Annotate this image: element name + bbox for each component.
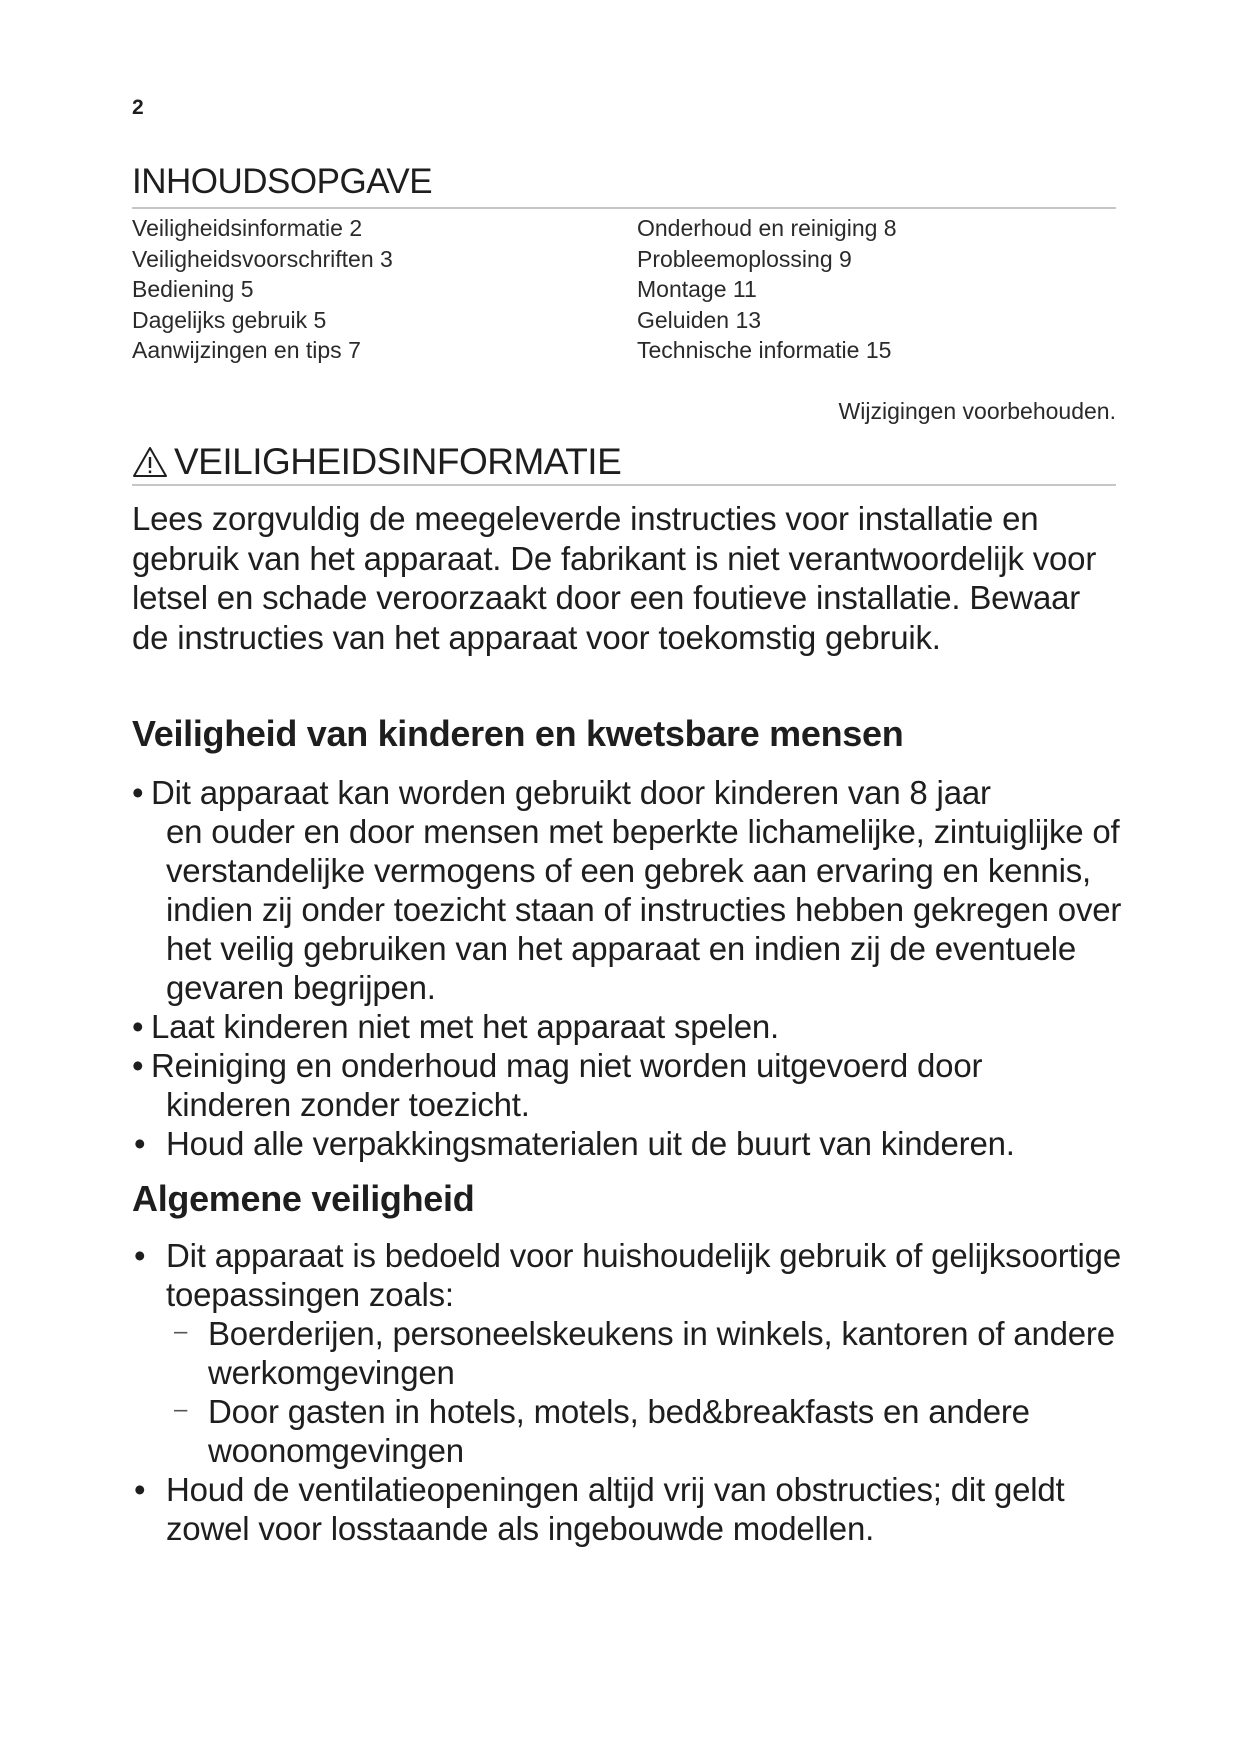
list-item-first-line: Reiniging en onderhoud mag niet worden uitgevoerd door [151, 1047, 983, 1084]
toc-entry: Dagelijks gebruik 5 [132, 306, 327, 333]
sub-list-item [174, 1314, 1122, 1392]
list-item-first-line: Laat kinderen niet met het apparaat spelen. [151, 1008, 780, 1045]
dash-icon: – [174, 1318, 188, 1345]
toc-entry: Geluiden 13 [637, 306, 762, 333]
intro-paragraph: Lees zorgvuldig de meegeleverde instructies voor installatie en gebruik van het apparaat. De fabrikant is niet verantwoordelijk voor letsel en schade veroorzaakt door een foutieve installatie. Bewaar de instructies van het apparaat voor toekomstig gebruik. [132, 500, 1097, 656]
toc-entry: Onderhoud en reiniging 8 [637, 215, 897, 241]
general-safety-heading: Algemene veiligheid [132, 1178, 475, 1219]
bullet-icon: • [132, 774, 144, 811]
page-number: 2 [132, 96, 144, 119]
list-item-first-line: Houd alle verpakkingsmaterialen uit de buurt van kinderen. [166, 1125, 1015, 1162]
list-item [132, 1124, 1122, 1163]
bullet-icon: • [134, 1237, 146, 1274]
toc-divider [132, 207, 1116, 209]
list-item [132, 1046, 1122, 1124]
bullet-icon: • [134, 1471, 146, 1508]
toc-title: INHOUDSOPGAVE [132, 162, 433, 201]
toc-entry: Bediening 5 [132, 276, 254, 302]
toc-right-column [637, 213, 897, 366]
list-item [132, 1470, 1122, 1548]
warning-triangle-icon [132, 446, 168, 478]
subject-to-change-note: Wijzigingen voorbehouden. [838, 398, 1116, 424]
section-title [132, 441, 621, 483]
list-item [132, 773, 1122, 1007]
sub-list-item-text: Door gasten in hotels, motels, bed&breakfasts en andere woonomgevingen [208, 1393, 1030, 1469]
toc-entry: Probleemoplossing 9 [637, 245, 852, 272]
sub-list-item-text: Boerderijen, personeelskeukens in winkels, kantoren of andere werkomgevingen [208, 1315, 1115, 1391]
list-item [132, 1236, 1122, 1470]
children-safety-heading: Veiligheid van kinderen en kwetsbare mensen [132, 713, 904, 754]
toc-entry: Veiligheidsinformatie 2 [132, 215, 363, 241]
general-safety-list [132, 1236, 1122, 1548]
list-item-text: Houd de ventilatieopeningen altijd vrij van obstructies; dit geldt zowel voor losstaande als ingebouwde modellen. [166, 1471, 1065, 1547]
toc-entry: Veiligheidsvoorschriften 3 [132, 245, 393, 272]
toc-entry: Montage 11 [637, 276, 757, 302]
sub-list-item [174, 1392, 1122, 1470]
list-item-first-line: Dit apparaat kan worden gebruikt door kinderen van 8 jaar [151, 774, 991, 811]
section-divider [132, 484, 1116, 486]
toc-left-column [132, 213, 393, 366]
list-item-continuation: kinderen zonder toezicht. [166, 1086, 530, 1123]
children-safety-list [132, 773, 1122, 1163]
list-item-continuation: en ouder en door mensen met beperkte lichamelijke, zintuiglijke of verstandelijke vermogens of een gebrek aan ervaring en kennis, indien zij onder toezicht staan of instructies hebben gekregen over het veilig gebruiken van het apparaat en indien zij de eventuele gevaren begrijpen. [166, 813, 1122, 1006]
list-item-text: Dit apparaat is bedoeld voor huishoudelijk gebruik of gelijksoortige toepassingen zoals: [166, 1237, 1121, 1313]
bullet-icon: • [134, 1125, 146, 1162]
sub-list [166, 1314, 1122, 1470]
list-item [132, 1007, 1122, 1046]
bullet-icon: • [132, 1047, 144, 1084]
dash-icon: – [174, 1396, 188, 1423]
bullet-icon: • [132, 1008, 144, 1045]
section-title-text: VEILIGHEIDSINFORMATIE [174, 441, 622, 482]
toc-entry: Technische informatie 15 [637, 337, 892, 363]
toc-entry: Aanwijzingen en tips 7 [132, 337, 361, 363]
